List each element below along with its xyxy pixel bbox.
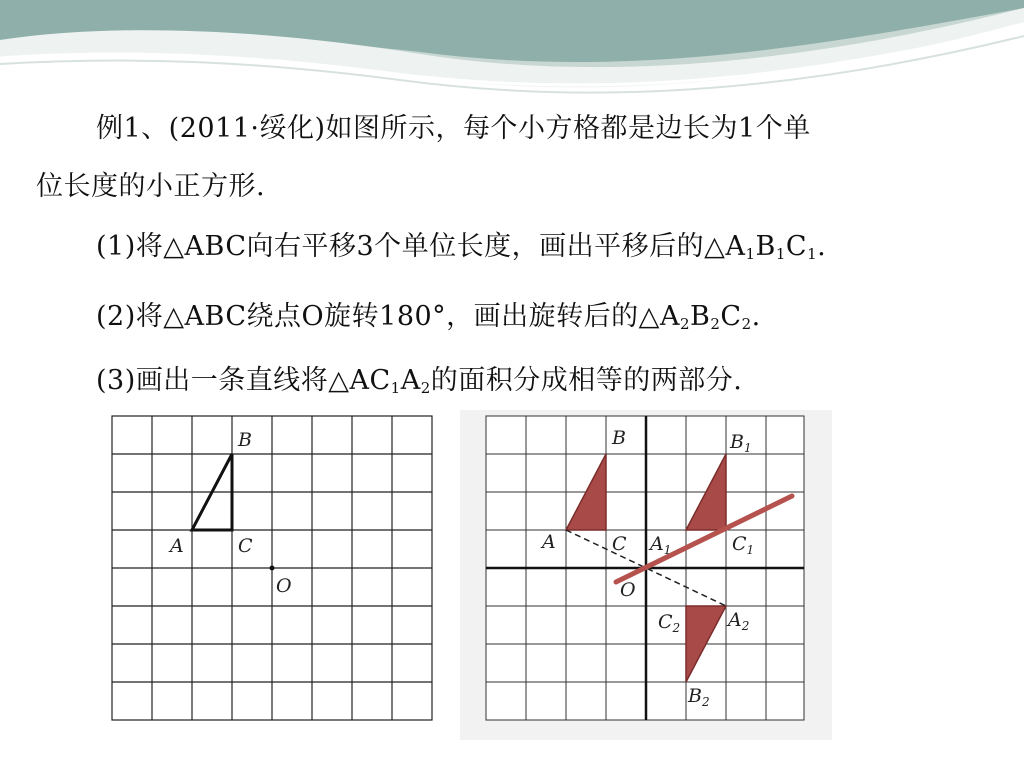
question-3: (3)画出一条直线将$\triangle AC_1A_2$的面积分成相等的两部分. xyxy=(96,365,743,397)
problem-intro-line2: 位长度的小正方形. xyxy=(36,171,266,202)
label-o: O xyxy=(276,575,292,597)
label-b: B xyxy=(238,429,252,451)
question-1: (1)将△ABC向右平移3个单位长度，画出平移后的$\triangle A_1B_1C_1$. xyxy=(96,231,827,263)
label-c1: $C_1$ xyxy=(732,533,755,557)
label-b2: $B_2$ xyxy=(688,685,710,709)
problem-intro-line1: 例1、(2011·绥化)如图所示，每个小方格都是边长为1个单 xyxy=(96,113,811,144)
label-a: A xyxy=(542,531,556,553)
question-2: (2)将△ABC绕点O旋转180°，画出旋转后的$\triangle A_2B_2C_2$. xyxy=(96,301,761,333)
label-a2: $A_2$ xyxy=(728,609,750,633)
label-c: C xyxy=(612,533,627,555)
label-o: O xyxy=(620,579,636,601)
label-b1: $B_1$ xyxy=(730,431,752,455)
label-c: C xyxy=(238,535,253,557)
label-a: A xyxy=(170,535,184,557)
grid-figure-solution xyxy=(460,410,832,740)
point-o xyxy=(270,566,275,571)
grid-figure-original xyxy=(110,414,434,724)
label-a1: $A_1$ xyxy=(650,533,672,557)
label-b: B xyxy=(612,427,626,449)
label-c2: $C_2$ xyxy=(658,611,681,635)
